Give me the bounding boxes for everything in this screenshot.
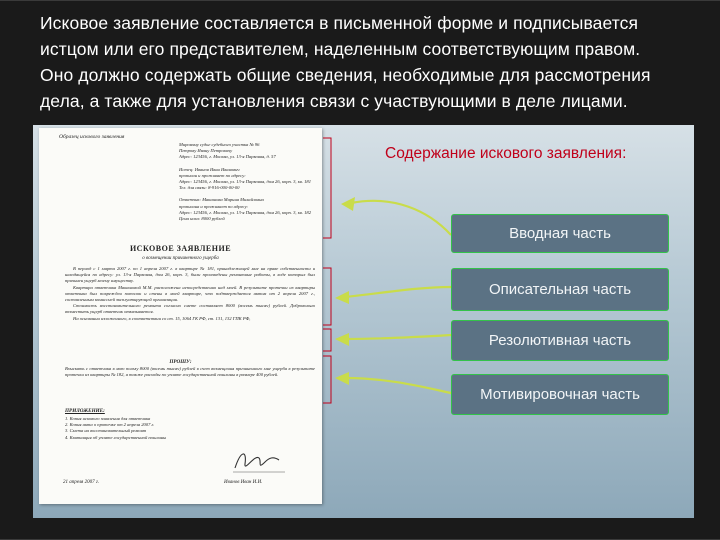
body-paragraph: Квартира ответчика Макашовой М.М. расположена непосредственно над моей. В результате протечки из квартиры ответчика был поврежден потолок и стены в моей квартире, что подтверждается актом от 2 апреля 2007 г., составленным комиссией эксплуатирующей организации. (65, 284, 315, 303)
attachments-list (65, 416, 315, 441)
addressee-line: Истец: Иванов Иван Иванович (179, 166, 240, 172)
intro-paragraph: Исковое заявление составляется в письменной форме и подписывается истцом или его представителем, наделенным соответствующим правом. Оно должно содержать общие сведения, необходимые для рассмотрения дела, а также для установления связи с участвующими в деле лицами. (40, 13, 651, 111)
arrowhead-group (335, 197, 355, 385)
bracket-motivating (323, 356, 331, 403)
addressee-line: Адрес: 123456, г. Москва, ул. 13-я Парковая, дом 26, корп. 3, кв. 182 (179, 209, 312, 215)
arrowhead-motivating (335, 372, 349, 385)
attachment-item: 4. Квитанция об уплате государственной пошлины (65, 434, 167, 440)
attachments-heading: ПРИЛОЖЕНИЕ: (65, 408, 105, 414)
document-body (65, 266, 315, 322)
addressee-line: Мировому судье судебного участка № 96 (179, 142, 260, 147)
addressee-line: прописан и проживает по адресу: (179, 172, 246, 178)
diagram-panel (33, 125, 694, 518)
claim-document-image (39, 128, 322, 504)
attachment-item: 1. Копия искового заявления для ответчика (65, 416, 151, 421)
arrow-introductory (351, 201, 451, 235)
arrow-motivating (345, 378, 451, 393)
arrowhead-descriptive (335, 291, 349, 304)
bracket-descriptive (323, 268, 331, 325)
bracket-group (323, 138, 331, 403)
addressee-line: Адрес: 123456, г. Москва, ул. 13-я Парковая, дом 26, корп. 3, кв. 181 (179, 179, 312, 185)
addressee-line: прописана и проживает по адресу: (179, 203, 249, 209)
body-paragraph: Стоимость восстановительного ремонта согласно смете составляет 8000 (восемь тысяч) рублей. Добровольно возместить ущерб ответчик отказывается. (65, 303, 315, 315)
addressee-line: Петрову Ивану Петровичу (179, 148, 233, 154)
part-box-introductory: Вводная часть (451, 214, 669, 253)
arrow-resolutive (345, 335, 451, 339)
arrow-descriptive (345, 287, 451, 297)
document-request: Взыскать с ответчика в мою пользу 8000 (восемь тысяч) рублей в счет возмещения причиненного мне ущерба в результате протечки из квартиры № 182, а также расходы по уплате государственной пошлины в размере 400 рублей. (65, 366, 315, 378)
document-corner-label: Образец искового заявления (59, 134, 125, 140)
signature-image (229, 446, 289, 476)
part-box-motivating: Мотивировочная часть (451, 374, 669, 415)
document-subtitle: о возмещении причиненного ущерба (142, 256, 219, 261)
document-title: ИСКОВОЕ ЗАЯВЛЕНИЕ (129, 244, 232, 253)
document-signer: Иванов Иван И.И. (224, 480, 263, 485)
bracket-introductory (323, 138, 331, 238)
addressee-line: Адрес: 123456, г. Москва, ул. 13-я Парковая, д. 57 (179, 154, 276, 160)
addressee-line: Тел. для связи: 8-916-000-00-00 (179, 185, 240, 191)
addressee-line: Ответчик: Макашова Марина Михайловна (179, 197, 264, 203)
part-box-resolutive: Резолютивная часть (451, 320, 669, 361)
document-prosit: ПРОШУ: (169, 359, 192, 365)
arrow-group (345, 201, 451, 393)
body-paragraph: В период с 1 марта 2007 г. по 1 апреля 2007 г. в квартире № 181, принадлежащей мне на праве собственности и находящейся по адресу: ул. 13-я Парковая, дом 26, корп. 3, были произведены ремонтные работы, в ходе которых был причинен ущерб моему имуществу. (65, 266, 315, 284)
body-paragraph: На основании изложенного, в соответствии со ст. 15, 1064 ГК РФ, ст. 131, 132 ГПК РФ, (73, 315, 251, 321)
attachment-item: 2. Копия акта о протечке от 2 апреля 2007 г. (65, 422, 155, 428)
document-addressee-block (179, 142, 314, 222)
bracket-resolutive (323, 329, 331, 351)
frame-top-line (0, 0, 720, 1)
part-box-descriptive: Описательная часть (451, 268, 669, 311)
addressee-line: Цена иска: 8000 рублей (179, 216, 225, 222)
attachment-item: 3. Смета на восстановительный ремонт (65, 428, 147, 434)
arrowhead-resolutive (335, 333, 349, 346)
document-date: 21 апреля 2007 г. (63, 480, 99, 485)
diagram-heading: Содержание искового заявления: (385, 145, 627, 162)
arrowhead-introductory (341, 197, 355, 211)
